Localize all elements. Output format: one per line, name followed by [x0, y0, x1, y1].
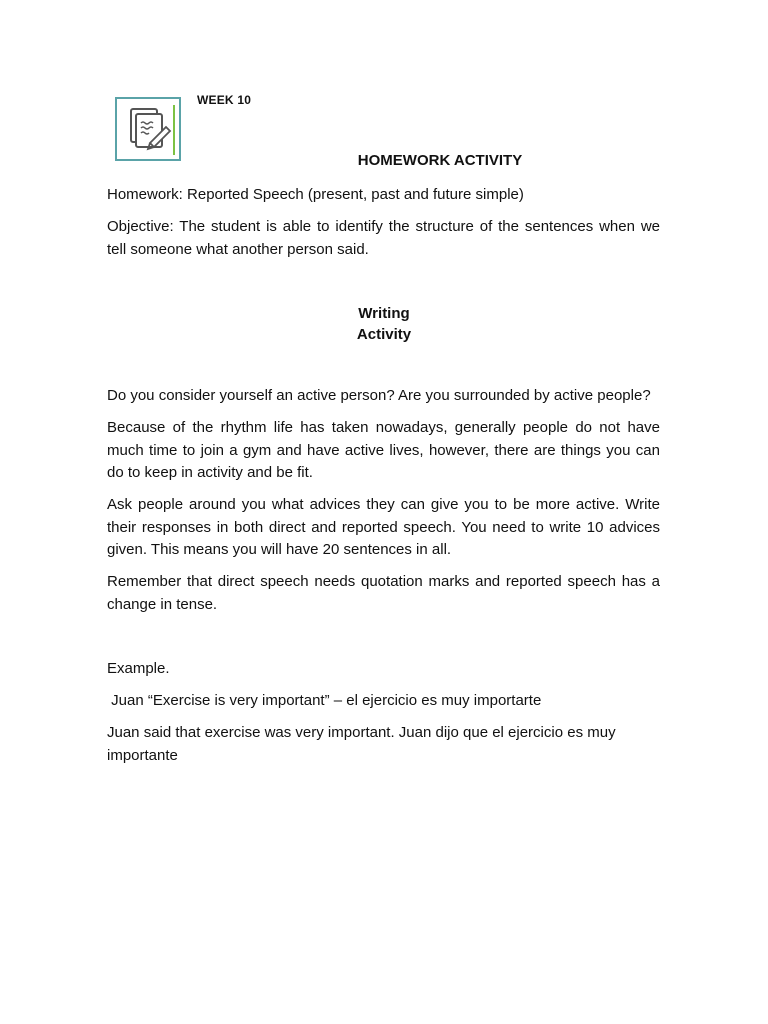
logo [115, 97, 181, 161]
week-label: WEEK 10 [197, 93, 252, 107]
section-title-line2: Activity [356, 326, 412, 343]
page-title: HOMEWORK ACTIVITY [357, 152, 523, 169]
section-title-line1: Writing [358, 305, 410, 322]
body-paragraph-4: Remember that direct speech needs quotation marks and reported speech has a change in tense. [107, 573, 660, 613]
objective-paragraph: Objective: The student is able to identify the structure of the sentences when we tell someone what another person said. [107, 218, 660, 258]
notebook-pencil-icon [117, 99, 179, 159]
body-paragraph-3: Ask people around you what advices they can give you to be more active. Write their responses in both direct and reported speech. You need to write 10 advices given. This means you will have 20 sentences in all. [107, 496, 660, 558]
example-reported: Juan said that exercise was very important. Juan dijo que el ejercicio es muy importante [107, 724, 616, 764]
example-direct: Juan “Exercise is very important” – el ejercicio es muy importarte [107, 692, 542, 709]
example-label: Example. [107, 660, 170, 677]
homework-line: Homework: Reported Speech (present, past and future simple) [107, 186, 524, 203]
body-paragraph-1: Do you consider yourself an active person? Are you surrounded by active people? [107, 387, 651, 404]
section-title [284, 303, 484, 345]
body-paragraph-2: Because of the rhythm life has taken nowadays, generally people do not have much time to join a gym and have active lives, however, there are things you can do to keep in activity and be fit. [107, 419, 660, 481]
